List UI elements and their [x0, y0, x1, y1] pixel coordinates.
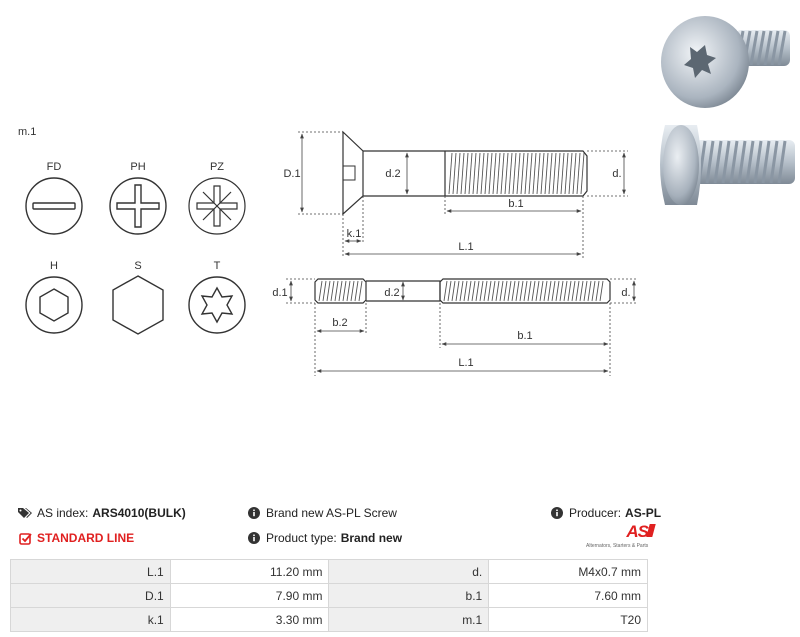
dim-label-d1-stud: d.1: [272, 287, 288, 299]
hex-head-icon: [113, 276, 163, 334]
torx-drive-icon: [189, 277, 245, 333]
spec-label: k.1: [11, 608, 171, 632]
drive-label-s: S: [134, 260, 142, 272]
dim-label-b1: b.1: [508, 198, 524, 210]
drive-label-ph: PH: [130, 161, 146, 173]
screw-photo-side: [660, 125, 795, 205]
dim-label-L1: L.1: [458, 241, 474, 253]
as-index-label: AS index:: [37, 506, 89, 520]
phillips-drive-icon: [110, 178, 166, 234]
spec-label: D.1: [11, 584, 171, 608]
spec-value: 7.90 mm: [170, 584, 329, 608]
drive-label-fd: FD: [46, 161, 62, 173]
spec-value: 7.60 mm: [489, 584, 648, 608]
info-icon: [247, 506, 261, 520]
description-row: [247, 506, 397, 520]
dim-label-d2-stud: d.2: [384, 287, 400, 299]
product-type-value: Brand new: [340, 531, 403, 545]
standard-line-row: [18, 531, 134, 545]
table-row: [11, 608, 648, 632]
dim-label-b2-stud: b.2: [332, 317, 348, 329]
product-type-label: Product type:: [266, 531, 337, 545]
stud-bolt-thread: [319, 281, 603, 301]
spec-label: b.1: [329, 584, 489, 608]
dim-label-b1-stud: b.1: [517, 330, 533, 342]
dim-label-d2: d.2: [385, 168, 401, 180]
dim-label-D1: D.1: [283, 168, 301, 180]
spec-label: m.1: [329, 608, 489, 632]
spec-value: M4x0.7 mm: [489, 560, 648, 584]
drive-label-h: H: [50, 260, 58, 272]
drive-label-t: T: [213, 260, 221, 272]
spec-value: T20: [489, 608, 648, 632]
dim-label-d-stud: d.: [621, 287, 631, 299]
dim-label-L1-stud: L.1: [458, 357, 474, 369]
slotted-drive-icon: [26, 178, 82, 234]
check-square-icon: [18, 531, 32, 545]
producer-value: AS-PL: [625, 506, 662, 520]
countersunk-screw-thread: [449, 153, 584, 194]
logo-subtext: Alternators, Starters & Parts: [586, 543, 649, 549]
spec-label: d.: [329, 560, 489, 584]
as-index-row: [18, 506, 186, 520]
screw-photo-top: [661, 16, 790, 108]
standard-line-label: STANDARD LINE: [37, 531, 135, 545]
info-icon: [550, 506, 564, 520]
producer-row: [550, 506, 661, 520]
specs-table: [10, 559, 648, 632]
producer-label: Producer:: [569, 506, 622, 520]
product-description: Brand new AS-PL Screw: [266, 506, 397, 520]
table-row: [11, 584, 648, 608]
spec-value: 3.30 mm: [170, 608, 329, 632]
spec-value: 11.20 mm: [170, 560, 329, 584]
dim-label-k1: k.1: [346, 228, 362, 240]
tags-icon: [18, 506, 32, 520]
logo-mark: AS: [626, 522, 648, 541]
dim-label-d: d.: [612, 168, 622, 180]
product-photo: [655, 0, 800, 215]
drive-label-pz: PZ: [209, 161, 225, 173]
as-pl-logo: [586, 522, 652, 554]
info-icon: [247, 531, 261, 545]
pozidriv-drive-icon: [189, 178, 245, 234]
as-index-value: ARS4010(BULK): [92, 506, 186, 520]
table-row: [11, 560, 648, 584]
product-type-row: [247, 531, 402, 545]
hex-socket-drive-icon: [26, 277, 82, 333]
spec-label: L.1: [11, 560, 171, 584]
drive-types-heading: m.1: [18, 126, 37, 138]
